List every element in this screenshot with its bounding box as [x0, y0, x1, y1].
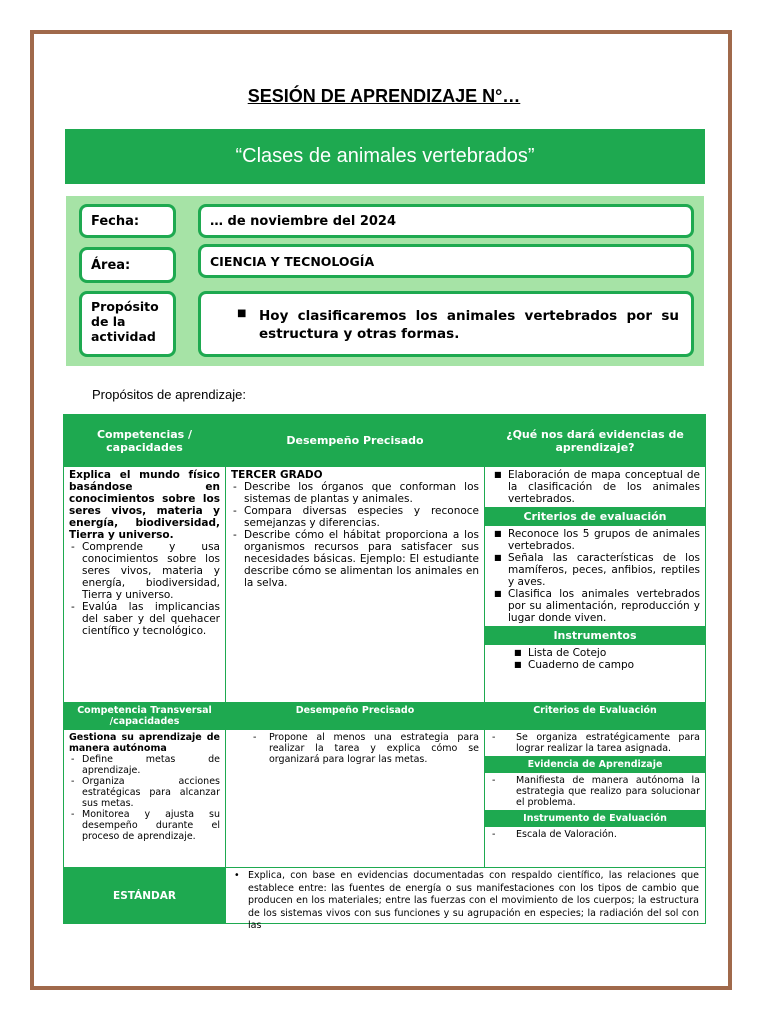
- criterio-item: ■ Clasifica los animales vertebrados por su alimentación, reproducción y lugar donde viven.: [490, 588, 700, 624]
- fecha-value: … de noviembre del 2024: [198, 204, 694, 238]
- bullet-icon: •: [234, 870, 240, 881]
- evidencia-heading: Evidencia de Aprendizaje: [485, 756, 705, 773]
- criterios-heading: Criterios de evaluación: [485, 507, 705, 526]
- competencia-text: Explica el mundo físico basándose en conocimientos sobre los seres vivos, materia y energía, biodiversidad, Tierra y universo.: [69, 469, 220, 541]
- bullet-icon: ■: [237, 308, 247, 319]
- criterio-item: ■ Reconoce los 5 grupos de animales vertebrados.: [490, 528, 700, 552]
- instrumento-heading: Instrumento de Evaluación: [485, 810, 705, 827]
- header-transversal-criterios: Criterios de Evaluación: [485, 703, 706, 730]
- transversal-criterio-list: [490, 732, 700, 754]
- estandar-label: ESTÁNDAR: [64, 868, 226, 924]
- header-transversal-desempeno: Desempeño Precisado: [226, 703, 485, 730]
- estandar-cell: [226, 868, 706, 931]
- transversal-capacidad-item: - Define metas de aprendizaje.: [69, 754, 220, 776]
- transversal-desempeno-cell: [226, 730, 485, 868]
- transversal-evidencia-list: [490, 775, 700, 808]
- header-competencias: Competencias / capacidades: [64, 415, 226, 467]
- grado-label: TERCER GRADO: [231, 469, 323, 481]
- transversal-instrumento-item: - Escala de Valoración.: [490, 829, 700, 840]
- transversal-criterios-cell: [485, 730, 706, 868]
- transversal-competencia: Gestiona su aprendizaje de manera autónoma: [69, 732, 220, 754]
- instrumento-item: ■ Cuaderno de campo: [510, 659, 700, 671]
- transversal-capacidad-item: - Organiza acciones estratégicas para alcanzar sus metas.: [69, 776, 220, 809]
- evidencia-list: [490, 469, 700, 505]
- header-transversal: Competencia Transversal /capacidades: [64, 703, 226, 730]
- capacidad-item: - Evalúa las implicancias del saber y del quehacer científico y tecnológico.: [69, 601, 220, 637]
- criterios-list: [490, 528, 700, 624]
- criterio-item: ■ Señala las características de los mamíferos, peces, anfibios, reptiles y aves.: [490, 552, 700, 588]
- header-desempeno: Desempeño Precisado: [226, 415, 485, 467]
- transversal-criterio-item: - Se organiza estratégicamente para lograr realizar la tarea asignada.: [490, 732, 700, 754]
- session-banner-title: “Clases de animales vertebrados”: [235, 145, 535, 167]
- evidencias-cell: [485, 467, 706, 703]
- intro-text: Propósitos de aprendizaje:: [92, 387, 246, 402]
- proposito-value: Hoy clasificaremos los animales vertebrados por su estructura y otras formas.: [259, 308, 679, 342]
- session-banner: [65, 129, 705, 184]
- learning-table: [63, 414, 706, 931]
- estandar-text: Explica, con base en evidencias documentadas con respaldo científico, las relaciones que establece entre: las fuentes de energía o sus manifestaciones con los tipos de cambio que producen en los materiales; entre las fuerzas con el movimiento de los cuerpos; la estructura de los sistemas vivos con sus funciones y su agrupación en especies; la radiación del sol con las: [248, 870, 699, 931]
- desempenos-cell: [226, 467, 485, 703]
- instrumentos-list: [490, 647, 700, 671]
- transversal-desempeno-item: - Propone al menos una estrategia para realizar la tarea y explica cómo se organizará para lograr las metas.: [251, 732, 479, 765]
- competencias-cell: [64, 467, 226, 703]
- instrumento-item: ■ Lista de Cotejo: [510, 647, 700, 659]
- area-value: CIENCIA Y TECNOLOGÍA: [198, 244, 694, 278]
- transversal-instrumento-list: [490, 829, 700, 840]
- transversal-desempeno-list: [231, 732, 479, 765]
- fecha-label: Fecha:: [79, 204, 176, 238]
- page-title: SESIÓN DE APRENDIZAJE N°…: [247, 86, 521, 106]
- transversal-capacidades-list: [69, 754, 220, 842]
- transversal-cell: [64, 730, 226, 868]
- desempeno-item: - Describe los órganos que conforman los sistemas de plantas y animales.: [231, 481, 479, 505]
- capacidades-list: [69, 541, 220, 637]
- desempenos-list: [231, 481, 479, 589]
- instrumentos-heading: Instrumentos: [485, 626, 705, 645]
- desempeno-item: - Describe cómo el hábitat proporciona a los organismos recursos para satisfacer sus necesidades básicas. Ejemplo: El estudiante describe cómo se alimentan los animales en la selva.: [231, 529, 479, 589]
- desempeno-item: - Compara diversas especies y reconoce semejanzas y diferencias.: [231, 505, 479, 529]
- area-label: Área:: [79, 247, 176, 283]
- capacidad-item: - Comprende y usa conocimientos sobre los seres vivos, materia y energía, biodiversidad, Tierra y universo.: [69, 541, 220, 601]
- transversal-evidencia-item: - Manifiesta de manera autónoma la estrategia que realizo para solucionar el problema.: [490, 775, 700, 808]
- evidencia-item: ■ Elaboración de mapa conceptual de la clasificación de los animales vertebrados.: [490, 469, 700, 505]
- proposito-label: Propósito de la actividad: [79, 291, 176, 357]
- proposito-box: [198, 291, 694, 357]
- header-evidencias: ¿Qué nos dará evidencias de aprendizaje?: [485, 415, 706, 467]
- transversal-capacidad-item: - Monitorea y ajusta su desempeño durante el proceso de aprendizaje.: [69, 809, 220, 842]
